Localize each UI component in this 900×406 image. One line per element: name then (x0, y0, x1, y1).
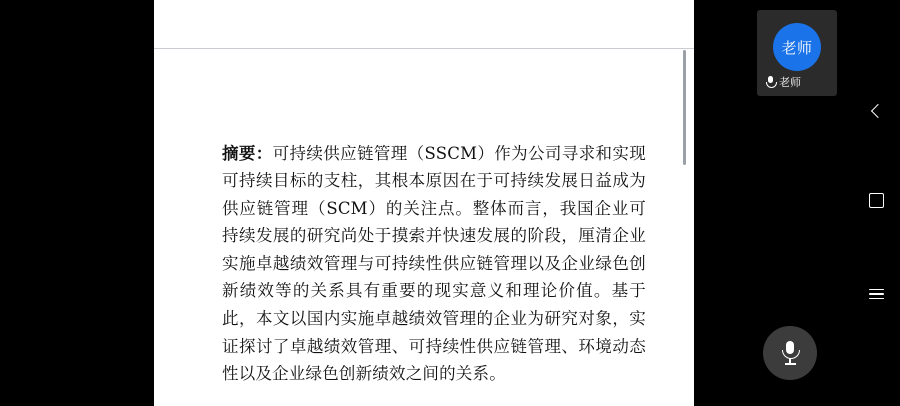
document-body-area (154, 48, 694, 406)
self-video-tile[interactable] (757, 10, 837, 96)
microphone-icon (781, 341, 799, 365)
scrollbar-thumb[interactable] (683, 50, 686, 165)
hamburger-menu-icon (869, 289, 884, 300)
square-outline-icon (869, 193, 884, 208)
microphone-toggle-button[interactable] (763, 326, 817, 380)
abstract-body: 可持续供应链管理（SSCM）作为公司寻求和实现可持续目标的支柱，其根本原因在于可持续发展日益成为供应链管理（SCM）的关注点。整体而言，我国企业可持续发展的研究尚处于摸索并快速发展的阶段，厘清企业实施卓越绩效管理与可持续性供应链管理以及企业绿色创新绩效等的关系具有重要的现实意义和理论价值。基于此，本文以国内实施卓越绩效管理的企业为研究对象，实证探讨了卓越绩效管理、可持续性供应链管理、环境动态性以及企业绿色创新绩效之间的关系。 (222, 143, 646, 384)
chevron-left-icon (870, 104, 884, 118)
document-top-margin (154, 0, 694, 48)
abstract-label: 摘要： (222, 143, 273, 163)
avatar: 老师 (773, 23, 821, 71)
document-paragraph (222, 140, 646, 388)
participant-name-row (765, 74, 801, 90)
left-letterbox (0, 0, 154, 405)
shared-document-page[interactable] (154, 0, 694, 405)
collapse-panel-button[interactable] (864, 99, 888, 123)
menu-button[interactable] (864, 282, 888, 306)
stop-share-button[interactable] (864, 188, 888, 212)
participant-name-label: 老师 (779, 76, 801, 89)
microphone-icon (765, 76, 776, 89)
